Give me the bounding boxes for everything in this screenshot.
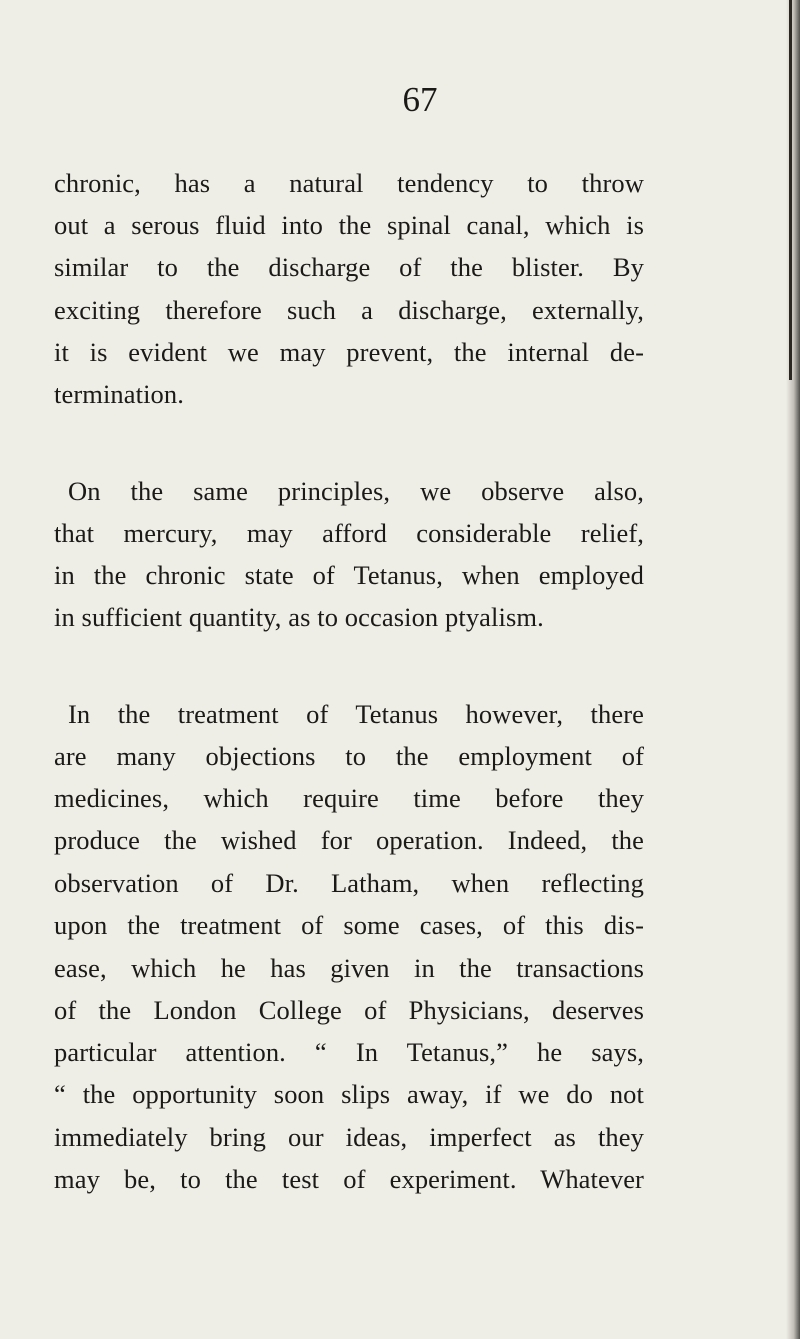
text-line: similar to the discharge of the blister. By	[54, 252, 644, 282]
text-line: may be, to the test of experiment. Whatever	[54, 1164, 644, 1194]
text-line: upon the treatment of some cases, of this dis-	[54, 910, 644, 940]
text-line: medicines, which require time before they	[54, 783, 644, 813]
text-line: that mercury, may afford considerable relief,	[54, 518, 644, 548]
page-edge-line	[789, 0, 792, 380]
page-number: 67	[402, 80, 438, 119]
text-line: exciting therefore such a discharge, externally,	[54, 295, 644, 325]
text-line: ease, which he has given in the transactions	[54, 953, 644, 983]
text-line: In the treatment of Tetanus however, there	[68, 699, 644, 729]
text-line: termination.	[54, 379, 184, 409]
text-line: of the London College of Physicians, deserves	[54, 995, 644, 1025]
text-line: produce the wished for operation. Indeed, the	[54, 825, 644, 855]
text-line: “ the opportunity soon slips away, if we do not	[54, 1079, 644, 1109]
text-line: On the same principles, we observe also,	[68, 476, 644, 506]
text-line: it is evident we may prevent, the internal de-	[54, 337, 644, 367]
text-line: in sufficient quantity, as to occasion ptyalism.	[54, 602, 544, 632]
text-line: chronic, has a natural tendency to throw	[54, 168, 644, 198]
text-line: observation of Dr. Latham, when reflecting	[54, 868, 644, 898]
text-line: particular attention. “ In Tetanus,” he says,	[54, 1037, 644, 1067]
text-line: immediately bring our ideas, imperfect as they	[54, 1122, 644, 1152]
text-line: in the chronic state of Tetanus, when employed	[54, 560, 644, 590]
text-line: out a serous fluid into the spinal canal, which is	[54, 210, 644, 240]
text-line: are many objections to the employment of	[54, 741, 644, 771]
